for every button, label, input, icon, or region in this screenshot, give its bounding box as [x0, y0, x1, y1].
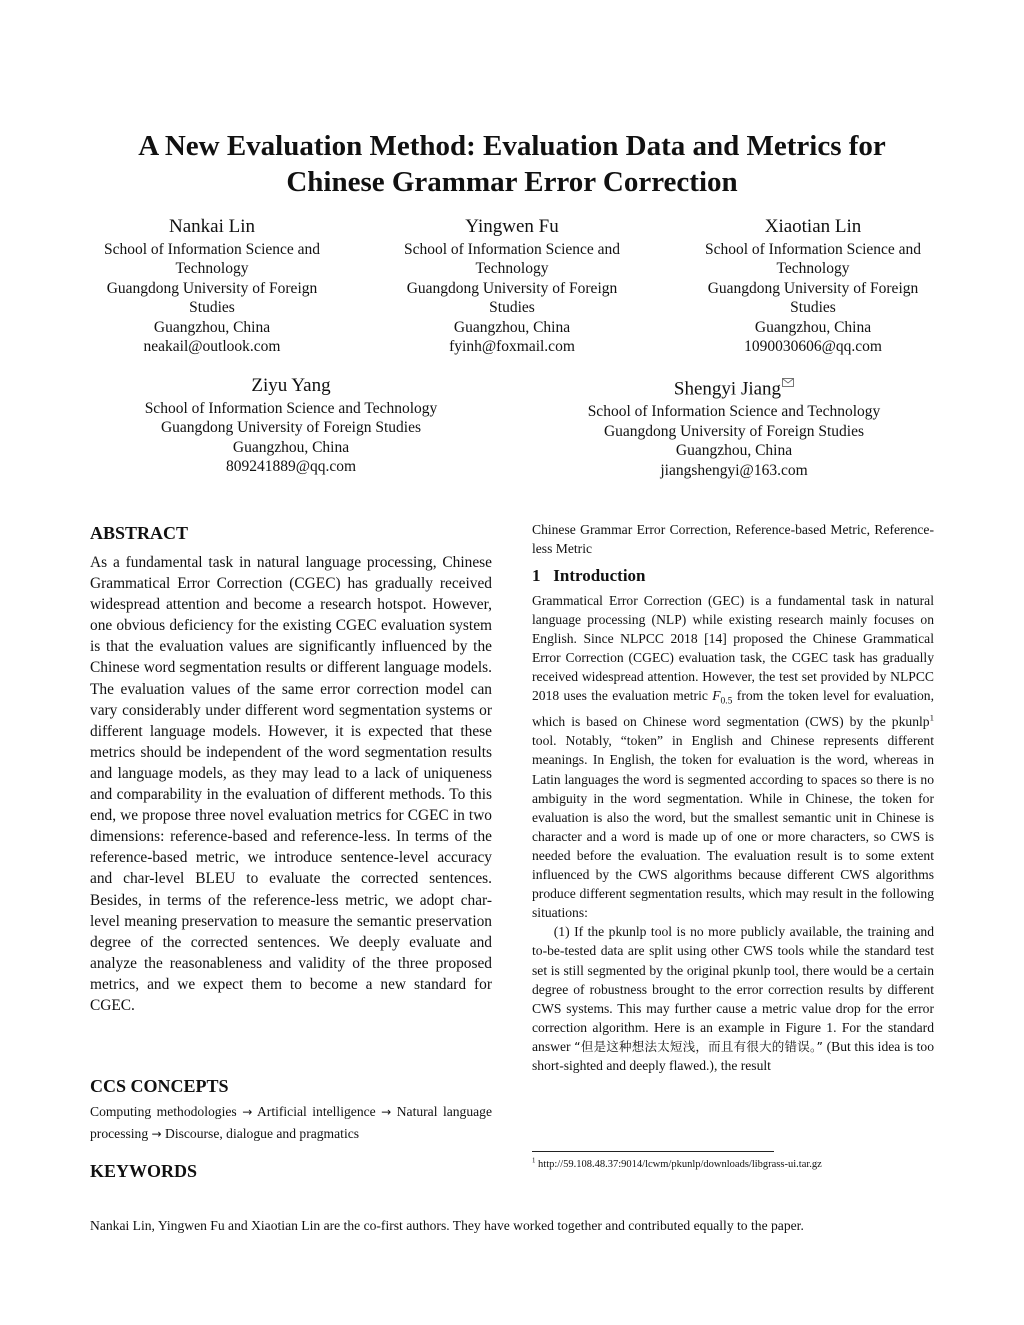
keywords-heading: KEYWORDS	[90, 1161, 198, 1181]
author-location: Guangzhou, China	[153, 318, 271, 336]
intro-paragraph-1	[532, 591, 934, 922]
arrow-right-icon: →	[381, 1105, 392, 1119]
title-line-2: Chinese Grammar Error Correction	[286, 166, 738, 198]
metric-symbol: F	[712, 688, 721, 704]
author-email: fyinh@foxmail.com	[449, 338, 575, 356]
author-name: Yingwen Fu	[465, 216, 559, 237]
abstract-section	[90, 522, 492, 1016]
footnote-rule	[532, 1151, 774, 1152]
author-block-2	[392, 216, 632, 356]
intro-text: from the token level for evaluation, which is based on Chinese word segmentation (CWS) by the pkunlp	[532, 688, 934, 730]
ccs-text	[90, 1101, 492, 1145]
author-affiliation: School of Information Science and Technology	[144, 400, 438, 417]
author-affiliation: Studies	[790, 299, 836, 317]
author-name: Nankai Lin	[168, 216, 255, 237]
author-name: Xiaotian Lin	[764, 216, 862, 237]
arrow-right-icon: →	[151, 1127, 162, 1141]
introduction-section	[532, 565, 934, 1075]
keywords-body	[532, 520, 934, 558]
footnote-marker: 1	[929, 712, 934, 723]
envelope-icon	[782, 378, 794, 387]
intro-text: tool. Notably, “token” in English and Chinese represents different meanings. In English, the token for evaluation is the word, whereas in Latin languages the word is segmented according to spaces so there is no ambiguity in the word segmentation. While in Chinese, the token for evaluation is also the word, but the smallest semantic unit in Chinese is character and a word is made up of one or more characters, so CWS is needed before the evaluation. The evaluation result is to some extent influenced by the CWS algorithms because different CWS algorithms produce different segmentation results, which may result in the following situations:	[532, 733, 934, 921]
ccs-heading: CCS CONCEPTS	[90, 1076, 229, 1096]
co-first-author-note: Nankai Lin, Yingwen Fu and Xiaotian Lin are the co-first authors. They have worked together and contributed equally to the paper.	[90, 1218, 804, 1233]
author-affiliation: Guangdong University of Foreign	[406, 279, 618, 297]
author-location: Guangzhou, China	[453, 318, 571, 336]
author-block-3	[693, 216, 933, 356]
author-block-5	[553, 378, 915, 480]
intro-paragraph-2	[532, 922, 934, 1075]
author-email: neakail@outlook.com	[143, 338, 281, 356]
ccs-concept: Computing methodologies	[90, 1104, 237, 1119]
author-block-1	[92, 216, 332, 356]
ccs-concept: Discourse, dialogue and pragmatics	[165, 1126, 360, 1141]
author-affiliation: School of Information Science and	[704, 241, 922, 258]
author-affiliation: Technology	[475, 260, 549, 278]
author-affiliation: Technology	[776, 260, 850, 278]
ccs-concept: Artificial intelligence	[256, 1104, 376, 1119]
author-affiliation: Studies	[489, 299, 535, 317]
author-name-row	[553, 378, 915, 400]
author-affiliation: School of Information Science and	[103, 241, 321, 258]
author-email: 1090030606@qq.com	[744, 338, 882, 356]
author-affiliation: Guangdong University of Foreign Studies	[603, 422, 865, 440]
author-affiliation: Guangdong University of Foreign Studies	[160, 419, 422, 437]
footnote-number: 1	[532, 1157, 536, 1165]
paper-title	[60, 128, 964, 200]
intro-text: (1) If the pkunlp tool is no more publicly available, the training and to-be-tested data are split using other CWS tools while the standard test set is still segmented by the original pkunlp tool, there would be a certain degree of robustness brought to the error correction results by different CWS systems. This may further cause a metric value drop for the error correction algorithm. Here is an example in Figure 1. For the standard answer	[532, 924, 934, 1054]
author-location: Guangzhou, China	[675, 442, 793, 460]
chinese-example: “但是这种想法太短浅，而且有很大的错误。”	[574, 1038, 823, 1054]
author-block-4	[110, 375, 472, 477]
author-name: Shengyi Jiang	[673, 378, 782, 400]
metric-subscript: 0.5	[720, 697, 733, 708]
footnote	[532, 1158, 822, 1172]
author-location: Guangzhou, China	[754, 318, 872, 336]
ccs-concept: Natural language processing	[90, 1104, 493, 1141]
keywords-section	[90, 1160, 492, 1182]
author-email: jiangshengyi@163.com	[660, 461, 808, 479]
abstract-text: As a fundamental task in natural language processing, Chinese Grammatical Error Correction (CGEC) has gradually received widespread attention and become a research hotspot. However, one obvious deficiency for the existing CGEC evaluation system is that the evaluation values are significantly influenced by the Chinese word segmentation results or different language models. The evaluation values of the same error correction model can vary considerably under different word segmentation systems or different language models. However, it is expected that these metrics should be independent of the word segmentation results and language models, as they may lead to a lack of uniqueness and comparability in the evaluation of different methods. To this end, we propose three novel evaluation metrics for CGEC in two dimensions: reference-based and reference-less. In terms of the reference-based metric, we introduce sentence-level accuracy and char-level BLEU to evaluate the corrected sentences. Besides, in terms of the reference-less metric, we adopt char-level meaning preservation to measure the semantic preservation degree of the corrected sentences. We deeply evaluate and analyze the reasonableness and validity of the three proposed metrics, and we expect them to become a new standard for CGEC.	[90, 554, 492, 1014]
intro-text: (But this idea is too short-sighted and deeply flawed.), the result	[532, 1038, 935, 1073]
author-affiliation: School of Information Science and	[403, 241, 621, 258]
author-location: Guangzhou, China	[232, 438, 350, 456]
title-line-1: A New Evaluation Method: Evaluation Data and Metrics for	[138, 130, 886, 162]
abstract-heading: ABSTRACT	[90, 523, 189, 543]
author-affiliation: Guangdong University of Foreign	[106, 279, 318, 297]
author-name: Ziyu Yang	[251, 375, 331, 396]
keywords-text: Chinese Grammar Error Correction, Reference-based Metric, Reference-less Metric	[532, 522, 934, 557]
intro-text: Grammatical Error Correction (GEC) is a fundamental task in natural language processing (NLP) while existing research mainly focuses on English. Since NLPCC 2018 [14] proposed the Chinese Grammatical Error Correction (CGEC) evaluation task, the CGEC task has gradually received widespread attention. However, the test set provided by NLPCC 2018 uses the evaluation metric	[532, 593, 934, 704]
arrow-right-icon: →	[242, 1105, 253, 1119]
author-affiliation: Studies	[189, 299, 235, 317]
author-affiliation: Guangdong University of Foreign	[707, 279, 919, 297]
ccs-section	[90, 1075, 492, 1145]
author-affiliation: Technology	[175, 260, 249, 278]
introduction-heading: 1 Introduction	[532, 566, 646, 585]
author-affiliation: School of Information Science and Technology	[587, 403, 881, 421]
author-email: 809241889@qq.com	[225, 458, 357, 476]
footnote-url: http://59.108.48.37:9014/lcwm/pkunlp/downloads/libgrass-ui.tar.gz	[538, 1159, 822, 1170]
